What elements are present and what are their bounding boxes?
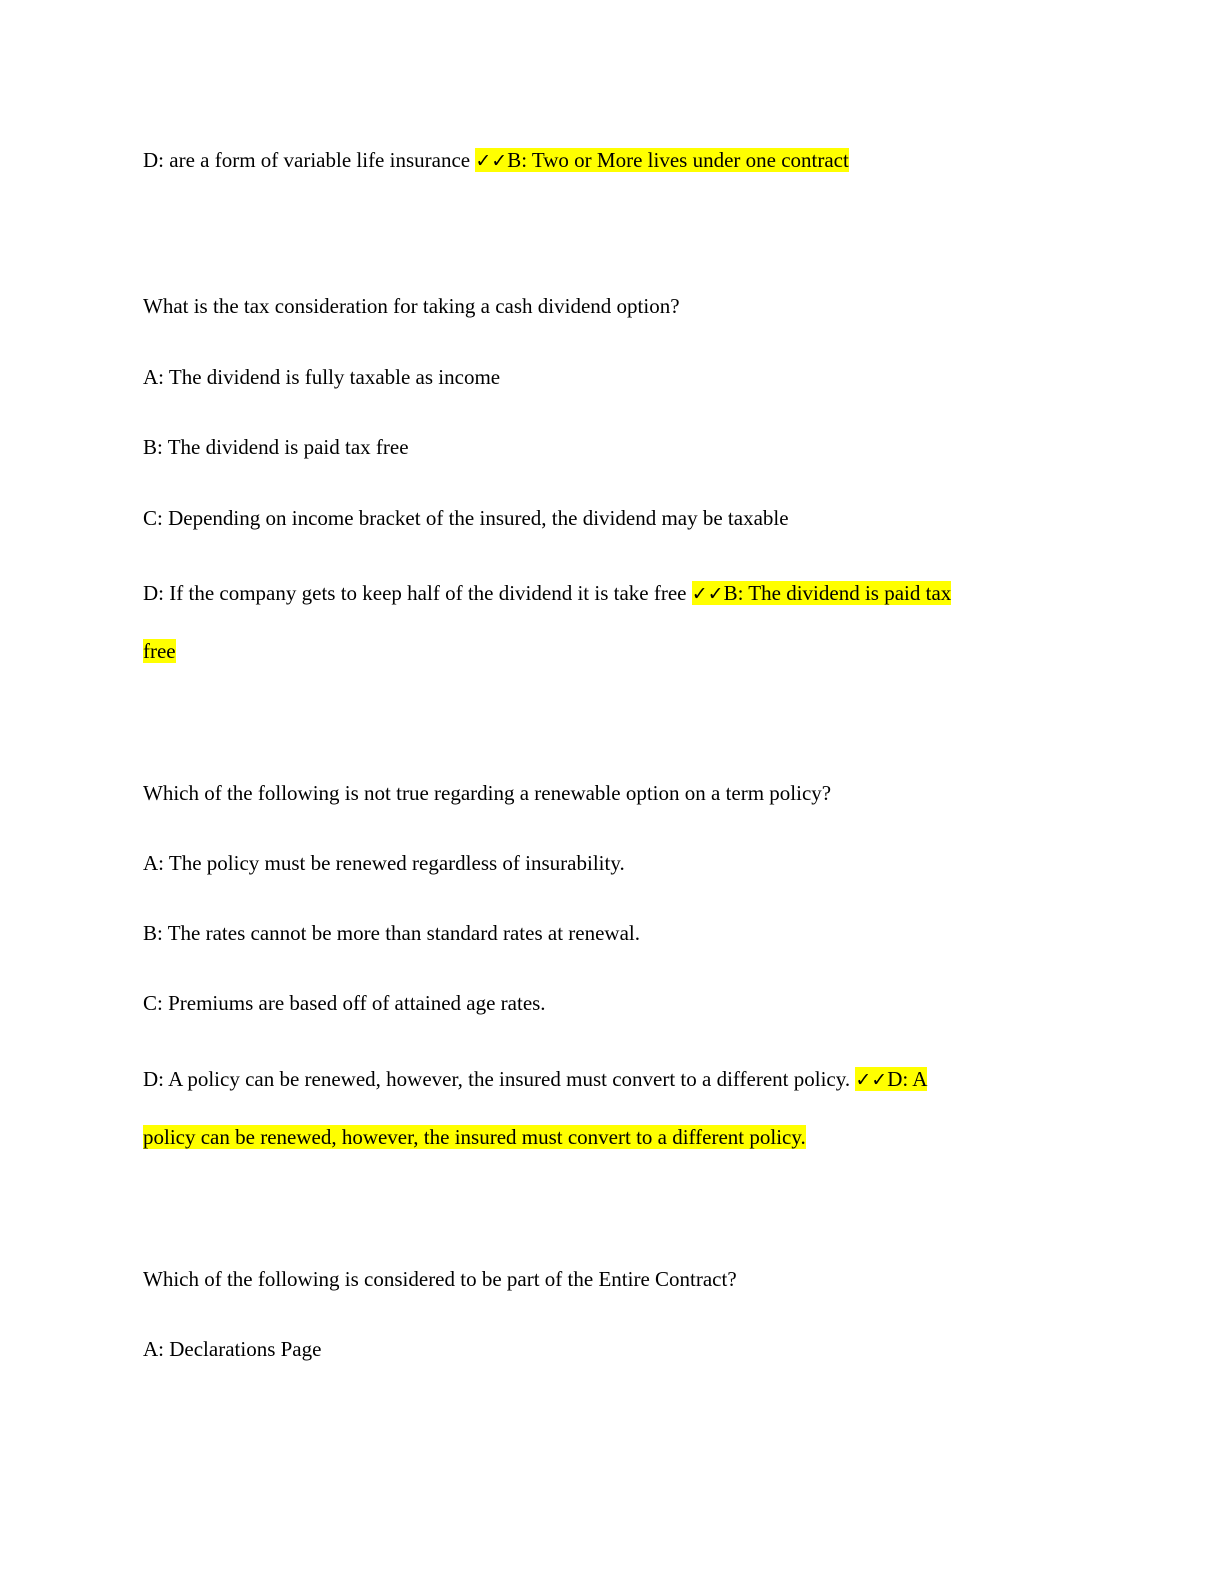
check-mark-icon: ✓✓ [855,1069,888,1091]
answer-text: D: A [887,1067,928,1091]
answer-continuation [143,1124,1081,1150]
answer-text: B: The dividend is paid tax [723,581,952,605]
option-d [143,1066,1081,1093]
question: Which of the following is not true regarding a renewable option on a term policy? [143,781,832,805]
option-a: A: Declarations Page [143,1337,322,1361]
option-text: D: are a form of variable life insurance [143,148,476,172]
answer-highlight [855,1067,927,1091]
option-c: C: Premiums are based off of attained age rates. [143,991,546,1015]
option-a: A: The dividend is fully taxable as income [143,365,501,389]
option-text: D: A policy can be renewed, however, the insured must convert to a different policy. [143,1067,856,1091]
option-d [143,580,1081,607]
answer-text: B: Two or More lives under one contract [507,148,849,172]
question: What is the tax consideration for taking a cash dividend option? [143,294,680,318]
answer-text: policy can be renewed, however, the insured must convert to a different policy. [143,1125,806,1149]
question: Which of the following is considered to be part of the Entire Contract? [143,1267,737,1291]
check-mark-icon: ✓✓ [691,583,724,605]
answer-text: free [143,639,176,663]
option-c: C: Depending on income bracket of the insured, the dividend may be taxable [143,506,789,530]
check-mark-icon: ✓✓ [475,150,508,172]
option-a: A: The policy must be renewed regardless of insurability. [143,851,625,875]
option-b: B: The rates cannot be more than standard rates at renewal. [143,921,640,945]
option-d [143,147,1081,174]
option-b: B: The dividend is paid tax free [143,435,409,459]
answer-highlight [475,148,848,172]
option-text: D: If the company gets to keep half of the dividend it is take free [143,581,692,605]
answer-highlight [692,581,952,605]
answer-continuation [143,638,1081,664]
